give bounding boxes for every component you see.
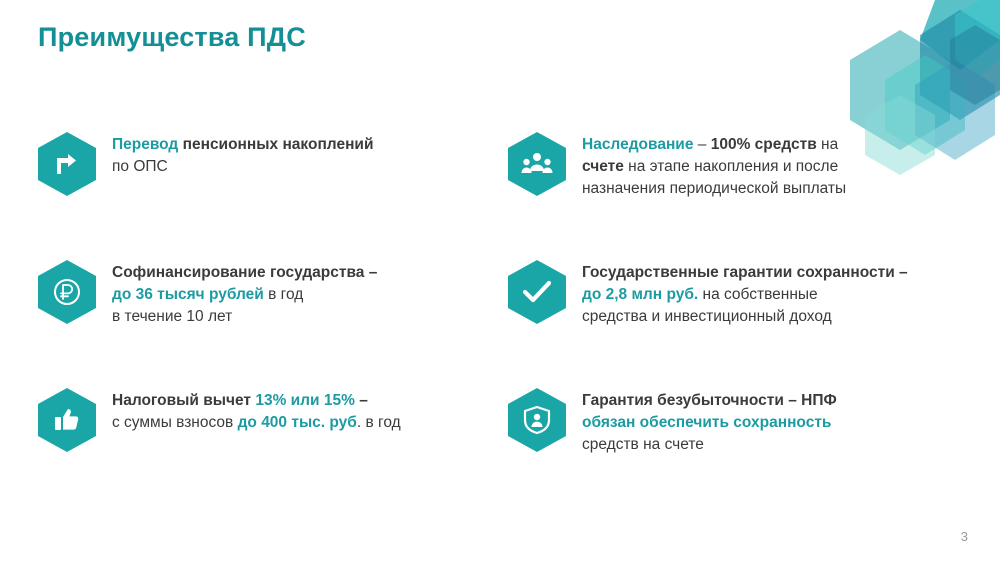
benefit-text-cofinancing: Софинансирование государства – до 36 тысяч рублей в год в течение 10 лет [112, 264, 378, 325]
benefit-text-guarantees: Государственные гарантии сохранности – до 2,8 млн руб. на собственные средства и инвестиционный доход [582, 264, 908, 325]
inheritance-family-icon [508, 132, 566, 196]
page-number: 3 [960, 529, 968, 544]
check-mark-icon [508, 260, 566, 324]
transfer-arrow-icon [38, 132, 96, 196]
benefits-grid [38, 130, 968, 514]
benefit-item-guarantees [508, 258, 968, 386]
benefit-item-breakeven [508, 386, 968, 514]
benefit-text-tax-deduction: Налоговый вычет 13% или 15% – с суммы взносов до 400 тыс. руб. в год [112, 392, 401, 431]
benefit-item-cofinancing [38, 258, 508, 386]
benefit-item-inheritance [508, 130, 968, 258]
page-title: Преимущества ПДС [38, 22, 306, 52]
shield-person-icon [508, 388, 566, 452]
benefit-text-inheritance: Наследование – 100% средств на счете на этапе накопления и после назначения периодической выплаты [582, 136, 847, 197]
benefit-item-tax-deduction [38, 386, 508, 514]
benefit-item-transfer [38, 130, 508, 258]
ruble-coin-icon [38, 260, 96, 324]
benefit-text-transfer: Перевод пенсионных накоплений по ОПС [112, 136, 374, 175]
thumbs-up-icon [38, 388, 96, 452]
benefit-text-breakeven: Гарантия безубыточности – НПФ обязан обеспечить сохранность средств на счете [582, 392, 837, 453]
